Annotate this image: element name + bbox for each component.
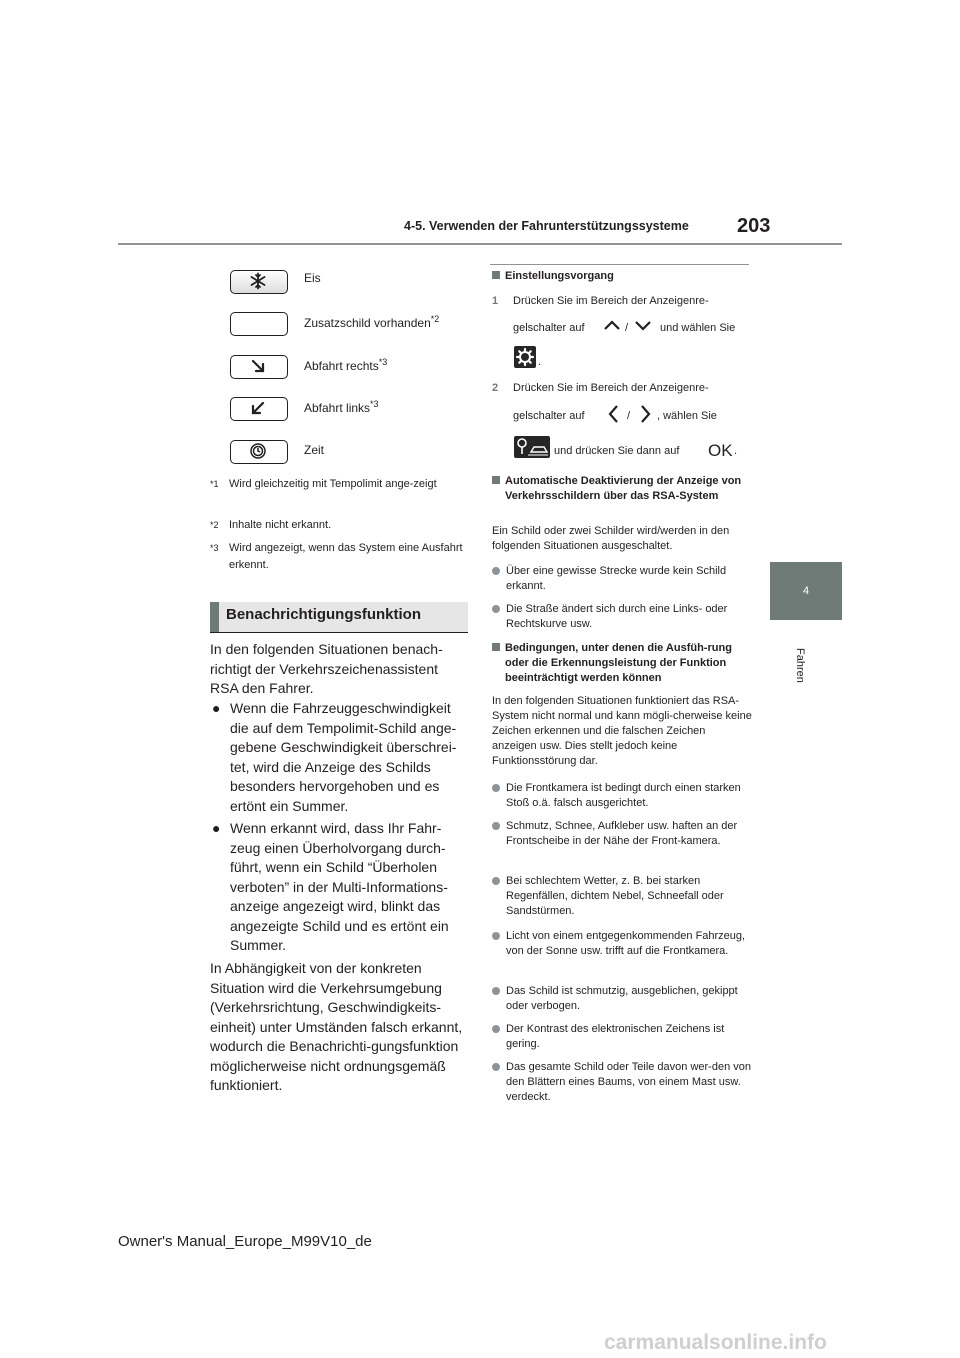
column-divider	[490, 264, 749, 265]
list-item: Schmutz, Schnee, Aufkleber usw. haften an der Frontscheibe in der Nähe der Front-kamera.	[492, 819, 752, 849]
sign-label-exit-left: Abfahrt links$^{*3}$	[304, 399, 379, 415]
auto-deactivation-heading: Automatische Deaktivierung der Anzeige von Verkehrsschildern über das RSA-System	[492, 474, 752, 504]
list-item: Das gesamte Schild oder Teile davon wer-den von den Blättern eines Baums, von einem Mast usw. verdeckt.	[492, 1060, 752, 1105]
footnote-3: *3 Wird angezeigt, wenn das System eine Ausfahrt erkennt.	[210, 542, 463, 571]
separator: /	[625, 322, 629, 334]
conditions-intro: In den folgenden Situationen funktioniert das RSA-System nicht normal und kann mögli-cherweise keine Zeichen erkennen und die falschen Zeichen anzeigen usw. Dies stellt jedoch keine Funktionsstörung dar.	[492, 695, 752, 767]
separator: /	[627, 410, 631, 422]
list-item: Bei schlechtem Wetter, z. B. bei starken Regenfällen, dichtem Nebel, Schneefall oder Sandstürmen.	[492, 874, 752, 919]
step1-line2-b: und wählen Sie	[660, 322, 736, 334]
list-item: Über eine gewisse Strecke wurde kein Schild erkannt.	[492, 564, 752, 594]
step2-line2-b: , wählen Sie	[657, 410, 717, 422]
footer-text: Owner's Manual_Europe_M99V10_de	[118, 1233, 372, 1250]
list-item: ● Wenn die Fahrzeuggeschwindigkeit die auf dem Tempolimit-Schild ange-gebene Geschwindigkeit überschrei-tet, wird die Anzeige des Schilds besonders hervorgehoben und es ertönt ein Summer.	[212, 700, 457, 814]
traffic-sign-assist-icon	[514, 436, 550, 458]
list-item: Die Straße ändert sich durch eine Links- oder Rechtskurve usw.	[492, 602, 752, 632]
step1-line1: Drücken Sie im Bereich der Anzeigenre-	[513, 295, 709, 307]
clock-icon	[230, 440, 288, 464]
step-number: 2	[492, 382, 499, 394]
footnote-1: *1 Wird gleichzeitig mit Tempolimit ange-zeigt	[210, 478, 437, 490]
conditions-heading: Bedingungen, unter denen die Ausfüh-rung oder die Erkennungsleistung der Funktion beeinträchtigt werden können	[492, 641, 752, 686]
sign-label-additional-plate: Zusatzschild vorhanden$^{*2}$	[304, 314, 440, 330]
gear-icon	[514, 346, 536, 368]
auto-deactivation-intro: Ein Schild oder zwei Schilder wird/werden in den folgenden Situationen ausgeschaltet.	[492, 525, 730, 552]
ok-button-symbol: OK	[708, 441, 733, 460]
chevron-up-icon	[603, 318, 621, 337]
header-divider	[118, 243, 842, 245]
arrow-down-right-icon	[230, 355, 288, 379]
list-item: Das Schild ist schmutzig, ausgeblichen, gekippt oder verbogen.	[492, 984, 752, 1014]
list-item: Die Frontkamera ist bedingt durch einen starken Stoß o.ä. falsch ausgerichtet.	[492, 781, 752, 811]
chevron-right-icon	[638, 403, 652, 430]
list-item: Der Kontrast des elektronischen Zeichens ist gering.	[492, 1022, 752, 1052]
sign-label-ice: Eis	[304, 271, 321, 285]
watermark: carmanualsonline.info	[604, 1331, 827, 1354]
intro-paragraph: In den folgenden Situationen benach-richtigt der Verkehrszeichenassistent RSA den Fahrer.	[210, 641, 443, 696]
step2-line3: und drücken Sie dann auf	[554, 445, 680, 457]
arrow-down-left-icon	[230, 397, 288, 421]
step1-line2-a: gelschalter auf	[513, 322, 585, 334]
sign-label-exit-right: Abfahrt rechts$^{*3}$	[304, 357, 388, 373]
blank-plate-icon	[230, 312, 288, 336]
step1-period: .	[538, 356, 542, 368]
step2-period: .	[734, 445, 738, 457]
snowflake-icon	[230, 270, 288, 294]
section-heading: Benachrichtigungsfunktion	[210, 602, 468, 632]
sign-label-time: Zeit	[304, 443, 325, 457]
settings-heading: Einstellungsvorgang	[492, 269, 752, 284]
step-number: 1	[492, 295, 499, 307]
closing-paragraph: In Abhängigkeit von der konkreten Situation wird die Verkehrsumgebung (Verkehrsrichtung, Geschwindigkeits-einheit) unter Umständen falsch erkannt, wodurch die Benachrichti-gungsfunktion möglicherweise nicht ordnungsgemäß funktioniert.	[210, 960, 463, 1093]
list-item: ● Wenn erkannt wird, dass Ihr Fahr-zeug einen Überholvorgang durch-führt, wenn ein Schild “Überholen verboten” in der Multi-Informations-anzeige angezeigt wird, blinkt das angezeigte Schild und es ertönt ein Summer.	[212, 820, 449, 953]
page-number: 203	[737, 215, 771, 237]
list-item: Licht von einem entgegenkommenden Fahrzeug, von der Sonne usw. trifft auf die Frontkamera.	[492, 929, 752, 959]
section-divider	[210, 632, 468, 633]
section-title: 4-5. Verwenden der Fahrunterstützungssysteme	[404, 219, 689, 233]
footnote-2: *2 Inhalte nicht erkannt.	[210, 519, 332, 531]
chevron-left-icon	[607, 403, 621, 430]
chapter-tab[interactable]: 4	[770, 562, 842, 620]
chevron-down-icon	[634, 318, 652, 337]
step2-line1: Drücken Sie im Bereich der Anzeigenre-	[513, 382, 709, 394]
chapter-label: Fahren	[794, 648, 806, 683]
step2-line2-a: gelschalter auf	[513, 410, 585, 422]
